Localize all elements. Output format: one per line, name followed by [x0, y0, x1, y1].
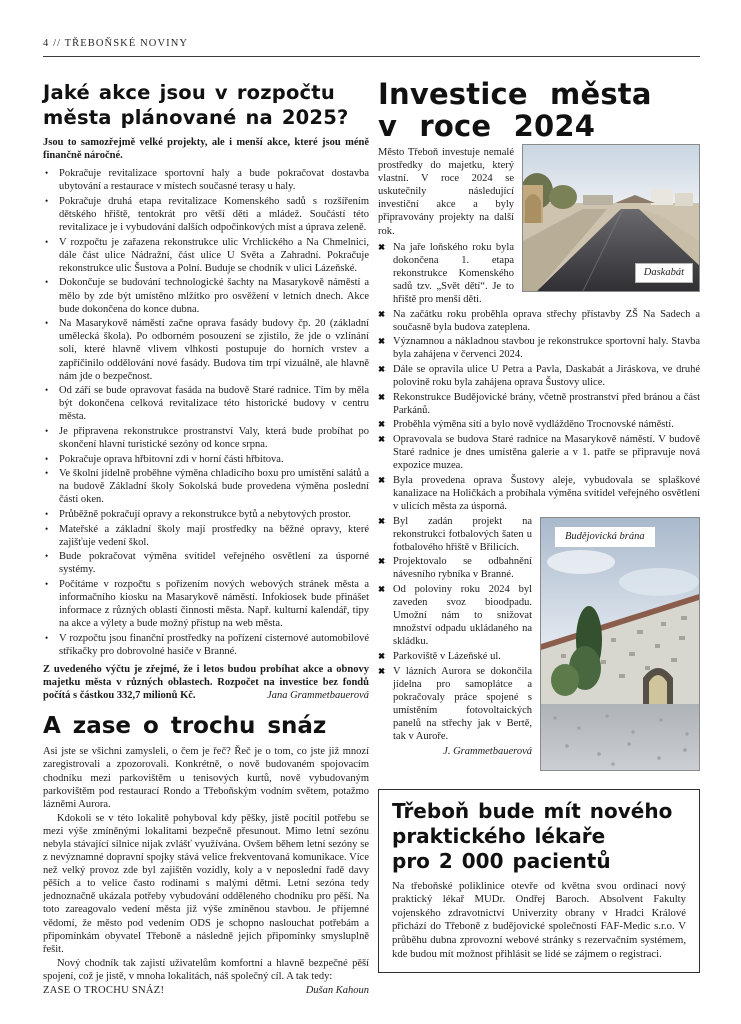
list-item-text: Opravovala se budova Staré radnice na Masarykově náměstí. V budově Staré radnice je dnes umístěna galerie a v 1. patře se připravuje nová expozice muzea. [393, 433, 700, 472]
list-item [43, 276, 369, 315]
list-item-text: Proběhla výměna sítí a bylo nově vydlážděno Trocnovské náměstí. [393, 419, 674, 431]
right-column [378, 78, 700, 973]
bullet-dot-icon: • [45, 468, 49, 479]
investments-lede: Město Třeboň investuje nemalé prostředky do majetku, který vlastní. V roce 2024 se uskutečnily následující investiční akce a byly připravovány projekty na další rok. [378, 147, 514, 237]
conclusion-text: Z uvedeného výčtu je zřejmé, že i letos budou probíhat akce a obnovy majetku města v různých oblastech. Rozpočet na investice bez fondů počítá s částkou 332,7 milionů Kč. [43, 664, 369, 702]
bullet-dot-icon: • [45, 318, 49, 329]
list-item [378, 583, 700, 648]
list-item-text: Na jaře loňského roku byla dokončena 1. etapa rekonstrukce Komenského sadů tzv. „Svět dětí“. Je to hřiště pro menší děti. [393, 241, 514, 306]
list-item-text: V lázních Aurora se dokončila jídelna pro samoplátce a pokračovaly práce spojené s umístěním fotovoltaických panelů na střechy jak v Bertě, tak v Auroře. [393, 665, 532, 743]
list-item [378, 308, 700, 334]
list-item-text: Od září se bude opravovat fasáda na budově Staré radnice. Tím by měla být dokončena celková revitalizace této historické budovy v centru města. [59, 385, 369, 423]
list-item [378, 363, 700, 389]
list-item [378, 650, 700, 663]
bullet-x-icon: ✖ [378, 241, 386, 252]
list-item-text: Průběžně pokračují opravy a rekonstrukce bytů a nebytových prostor. [59, 509, 351, 521]
list-item-text: Pokračuje oprava hřbitovní zdi v horní části hřbitova. [59, 453, 284, 465]
bullet-x-icon: ✖ [378, 650, 386, 661]
list-item-text: Dále se opravila ulice U Petra a Pavla, Daskabát a Jiráskova, ve druhé polovině roku byla zahájena oprava Šustovy ulice. [393, 364, 700, 389]
title-line: města plánované na 2025? [43, 106, 349, 129]
list-item [378, 433, 700, 472]
list-item [43, 195, 369, 234]
bullet-dot-icon: • [45, 195, 49, 206]
list-item [43, 467, 369, 506]
list-item-text: Na Masarykově náměstí začne oprava fasády budovy čp. 20 (základní umělecká škola). Po odborném posouzení se zjistilo, že jde o vzlínání solí, které hlavně vlivem vlhkosti postupuje do horních vrstev a zapříčinilo oddělování nové fasády. Budova tím trpí vizuálně, ale hlavně nám jde o bezpečnost. [59, 318, 369, 382]
doctor-article-title [392, 799, 686, 874]
list-item-text: Na začátku roku proběhla oprava střechy přístavby ZŠ Na Sadech a současně byla budova zateplena. [393, 308, 700, 333]
sidewalk-closing-line [43, 984, 369, 997]
list-item [378, 391, 700, 417]
bullet-dot-icon: • [45, 551, 49, 562]
left-column [43, 80, 369, 997]
bullet-dot-icon: • [45, 523, 49, 534]
list-item [378, 555, 700, 581]
list-item [43, 453, 369, 466]
bullet-dot-icon: • [45, 579, 49, 589]
author-signature: Jana Grammetbauerová [267, 690, 369, 702]
title-line: Jaké akce jsou v rozpočtu [43, 81, 335, 104]
photo-caption: Daskabát [635, 263, 693, 284]
budget-article-title [43, 80, 369, 130]
bullet-dot-icon: • [45, 277, 49, 288]
author-signature: Dušan Kahoun [305, 985, 369, 997]
bullet-x-icon: ✖ [378, 419, 386, 430]
list-item-text: Počítáme v rozpočtu s pořízením nových webových stránek města a informačního kiosku na Masarykově náměstí. Infokiosek bude přinášet informace z různých oblastí činnosti města. Např. kulturní kalendář, tipy na akce a výlety a bude možný přístup na web města. [59, 579, 369, 630]
sidewalk-paragraph: Asi jste se všichni zamysleli, o čem je řeč? Řeč je o tom, co jste již mnozí zaregistrovali a zpozorovali. Konkrétně, o nově budovaném spojovacím chodníku mezi parkovištěm u tenisových kurtů, nově vybudovaným parkovištěm pod restaurací Rondo a Třeboňským vodním světem, potažmo lázněmi Aurora. [43, 746, 369, 810]
list-item-text: Od poloviny roku 2024 byl zaveden svoz bioodpadu. Umožní nám to snižovat množství odpadu ukládaného na skládku. [393, 584, 532, 648]
list-item [378, 418, 700, 431]
bullet-x-icon: ✖ [378, 584, 386, 594]
list-item [43, 578, 369, 630]
page-header [43, 38, 700, 57]
title-line: Investice města [378, 77, 652, 111]
doctor-article-body: Na třeboňské poliklinice otevře od května svou ordinaci nový praktický lékař MUDr. Ondřej Baroch. Absolvent Fakulty vojenského zdravotnictví Univerzity obrany v Hradci Králové přichází do Třeboně z budějovické společnosti FAF-Medic s.r.o. V průběhu dubna zprovozní webové stránky s rezervačním systémem, kde budou mít možnost přihlásit se lidé se zájmem o registraci. [392, 879, 686, 960]
list-item [43, 384, 369, 423]
budget-conclusion [43, 663, 369, 702]
list-item-text: Významnou a nákladnou stavbou je rekonstrukce sportovní haly. Stavba byla zahájena v červenci 2024. [393, 336, 700, 361]
budget-bullet-list [43, 167, 369, 658]
list-item-text: Parkoviště v Lázeňské ul. [393, 650, 501, 662]
list-item [43, 508, 369, 521]
investments-bullets-bottom [378, 515, 700, 758]
bullet-dot-icon: • [45, 425, 49, 436]
list-item-text: V rozpočtu jsou finanční prostředky na pořízení cisternové automobilové stříkačky pro dobrovolné hasiče v Branné. [59, 632, 369, 657]
author-signature: J. Grammetbauerová [443, 745, 532, 757]
title-line: praktického lékaře [392, 823, 606, 848]
closing-slogan: ZASE O TROCHU SNÁZ! [43, 985, 165, 997]
sidewalk-paragraph: Kdokoli se v této lokalitě pohyboval kdy pěšky, jistě pocítil potřebu se mezi výše zmíněnými lokalitami bezpečně přesunout. Mimo letní sezónu nebyla stávající silnice nijak zvlášť využívána. Ovšem během letní sezóny se z nevýznamné dopravní spojky stává velice frekventovaná komunikace. Více než velký provoz zde byl zajištěn vozidly, koly a v neposlední řadě davy pěších a to velice často rodinami s malými dětmi. Letní sezóna tedy jednoznačně ukázala potřeby vybudování odděleného chodníku pro pěší. Na toto zareagovalo vedení města již výše zmíněnou stavbou. Je příjemné vědomí, že město pod vedením ODS je schopno naslouchat potřebám a připomínkám obyvatel Třeboně a následně jejich připomínky smysluplně řešit. [43, 812, 369, 955]
list-item-text: Rekonstrukce Budějovické brány, včetně prostranství před bránou a část Parkánů. [393, 391, 700, 416]
list-item [378, 241, 700, 306]
bullet-dot-icon: • [45, 632, 49, 643]
budget-lede: Jsou to samozřejmě velké projekty, ale i menší akce, které jsou méně finančně náročné. [43, 137, 369, 162]
bullet-x-icon: ✖ [378, 474, 386, 485]
bullet-x-icon: ✖ [378, 433, 386, 444]
list-item-text: Bude pokračovat výměna svítidel veřejného osvětlení za úsporné systémy. [59, 551, 369, 576]
list-item-text: Ve školní jídelně proběhne výměna chladicího boxu pro umístění salátů a na budově Základní školy Sokolská bude provedena výměna poslední části oken. [59, 468, 369, 506]
list-item-text: Mateřské a základní školy mají prostředky na běžné opravy, které zajišťuje vedení škol. [59, 523, 369, 548]
list-item-text: Je připravena rekonstrukce prostranství Valy, která bude probíhat po skončení hlavní turistické sezóny od konce srpna. [59, 425, 369, 451]
investments-article-title [378, 78, 700, 142]
list-item [43, 632, 369, 658]
list-item [43, 550, 369, 576]
list-item-text: Projektovalo se odbahnění návesního rybníka v Branné. [393, 556, 532, 581]
list-item-text: Pokračuje druhá etapa revitalizace Komenského sadů s rozšířením dětského hřiště, tentokrát pro větší děti a mládež. Součástí této revitalizace je i vybudování dalších odpočinkových míst a úprava zeleně. [59, 195, 369, 234]
list-item-text: Byl zadán projekt na rekonstrukci fotbalových šaten u fotbalového hřiště v Břilicích. [393, 515, 532, 553]
bullet-dot-icon: • [45, 236, 49, 247]
list-item [43, 425, 369, 451]
title-line: pro 2 000 pacientů [392, 848, 611, 873]
sidewalk-article-title: A zase o trochu snáz [43, 713, 327, 740]
title-line: v roce 2024 [378, 109, 596, 143]
list-item-text: V rozpočtu je zařazena rekonstrukce ulic Vrchlického a Na Chmelnici, dále část ulice Nádražní, část ulice U Světa a Zahradní. Pokračuje rekonstrukce ulic Šustova a Polní. Buduje se chodník v ulici Lázeňské. [59, 236, 369, 274]
list-item [43, 317, 369, 382]
investments-bullets-top [378, 241, 700, 513]
list-item [43, 523, 369, 549]
bullet-x-icon: ✖ [378, 364, 386, 374]
bullet-dot-icon: • [45, 385, 49, 396]
list-item [378, 665, 700, 744]
list-item [43, 167, 369, 193]
sidewalk-paragraph: Nový chodník tak zajistí uživatelům komfortní a hlavně bezpečné pěší spojení, což je jistě, v mnoha lokalitách, náš společný cíl. A tak tedy: [43, 957, 369, 982]
bullet-x-icon: ✖ [378, 515, 386, 526]
list-item [378, 474, 700, 513]
photo-caption: Budějovická brána [555, 527, 655, 548]
page-number-title: 4 // TŘEBOŇSKÉ NOVINY [43, 38, 189, 49]
bullet-x-icon: ✖ [378, 336, 386, 347]
bullet-dot-icon: • [45, 509, 49, 520]
bullet-x-icon: ✖ [378, 308, 386, 319]
bullet-dot-icon: • [45, 453, 49, 464]
list-item-text: Pokračuje revitalizace sportovní haly a bude pokračovat dostavba ubytování a restaurace v místech současné terasy u haly. [59, 168, 369, 193]
list-item-text: Byla provedena oprava Šustovy aleje, vybudovala se splaškové kanalizace na Holičkách a probíhala výměna svítidel veřejného osvětlení v ulicích města za úsporná. [393, 474, 700, 512]
bullet-x-icon: ✖ [378, 665, 386, 676]
list-item [378, 335, 700, 361]
title-line: Třeboň bude mít nového [392, 798, 673, 823]
list-item [378, 515, 700, 554]
list-item-text: Dokončuje se budování technologické šachty na Masarykově náměstí a mělo by zde být umístěno mlžítko pro osvěžení v letních dnech. Akce bude dokončena do konce dubna. [59, 277, 369, 315]
bullet-dot-icon: • [45, 168, 49, 179]
doctor-article-box [378, 789, 700, 974]
bullet-x-icon: ✖ [378, 556, 386, 567]
bullet-x-icon: ✖ [378, 391, 386, 402]
list-item [43, 236, 369, 275]
